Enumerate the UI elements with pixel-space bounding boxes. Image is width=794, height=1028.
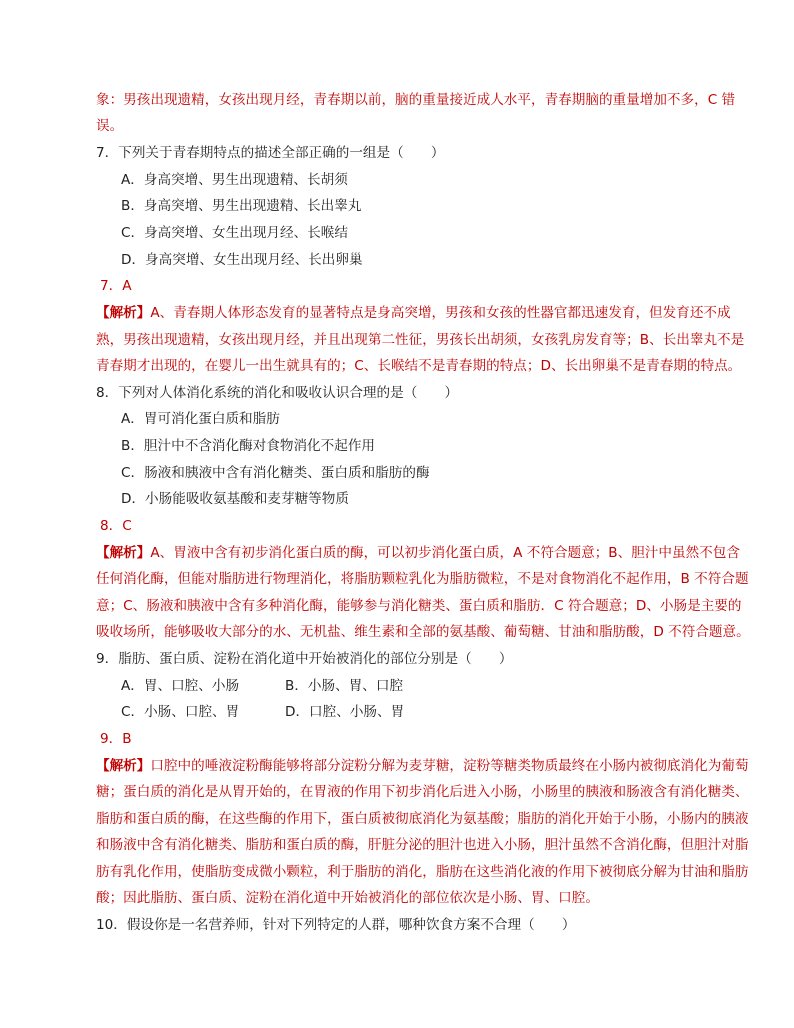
analysis-tag: 【解析】 — [96, 758, 151, 774]
question-8-option-a: A．胃可消化蛋白质和脂肪 — [121, 411, 280, 427]
question-7-option-a: A．身高突增、男生出现遗精、长胡须 — [121, 172, 348, 188]
question-7-answer: 7．A — [100, 278, 132, 294]
question-9-option-a: A．胃、口腔、小肠 — [121, 678, 240, 694]
continuation-line-1: 象：男孩出现遗精，女孩出现月经，青春期以前，脑的重量接近成人水平，青春期脑的重量增加不多，C 错 — [96, 92, 736, 108]
question-9-analysis-line-4: 和肠液中含有消化糖类、脂肪和蛋白质的酶，肝脏分泌的胆汁也进入小肠，胆汁虽然不含消化酶，但胆汁对脂 — [96, 837, 749, 853]
question-7-analysis-line-2: 熟，男孩出现遗精，女孩出现月经，并且出现第二性征，男孩长出胡须，女孩乳房发育等；B、长出睾丸不是 — [96, 332, 745, 348]
continuation-line-2: 误。 — [96, 118, 124, 134]
question-9-option-c: C．小肠、口腔、胃 — [121, 704, 240, 720]
analysis-tag: 【解析】 — [96, 545, 151, 561]
question-8-analysis-line-2: 任何消化酶，但能对脂肪进行物理消化，将脂肪颗粒乳化为脂肪微粒，不是对食物消化不起作用，B 不符合题 — [96, 571, 749, 587]
question-8-analysis-line-3: 意；C、肠液和胰液中含有多种消化酶，能够参与消化糖类、蛋白质和脂肪．C 符合题意；D、小肠是主要的 — [96, 598, 742, 614]
question-8-analysis-line-4: 吸收场所，能够吸收大部分的水、无机盐、维生素和全部的氨基酸、葡萄糖、甘油和脂肪酸，D 不符合题意。 — [96, 624, 750, 640]
question-9-analysis-line-2: 糖；蛋白质的消化是从胃开始的，在胃液的作用下初步消化后进入小肠，小肠里的胰液和肠液含有消化糖类、 — [96, 784, 749, 800]
question-10-stem: 10．假设你是一名营养师，针对下列特定的人群，哪种饮食方案不合理（ ） — [96, 917, 576, 933]
question-9-analysis-line-5: 肪有乳化作用，使脂肪变成微小颗粒，利于脂肪的消化，脂肪在这些消化液的作用下被彻底分解为甘油和脂肪 — [96, 864, 749, 880]
question-8-answer: 8．C — [100, 518, 132, 534]
question-7-option-b: B．身高突增、男生出现遗精、长出睾丸 — [121, 198, 362, 214]
question-9-stem: 9．脂肪、蛋白质、淀粉在消化道中开始被消化的部位分别是（ ） — [96, 651, 513, 667]
analysis-tag: 【解析】 — [96, 305, 151, 321]
question-7-stem: 7．下列关于青春期特点的描述全部正确的一组是（ ） — [96, 145, 445, 161]
question-9-option-b: B．小肠、胃、口腔 — [285, 678, 404, 694]
question-7-analysis-line-1: 【解析】A、青春期人体形态发育的显著特点是身高突增，男孩和女孩的性器官都迅速发育，但发育还不成 — [96, 305, 731, 321]
question-8-stem: 8．下列对人体消化系统的消化和吸收认识合理的是（ ） — [96, 385, 459, 401]
question-8-analysis-line-1: 【解析】A、胃液中含有初步消化蛋白质的酶，可以初步消化蛋白质，A 不符合题意；B、胆汁中虽然不包含 — [96, 545, 740, 561]
question-9-analysis-line-3: 脂肪和蛋白质的酶，在这些酶的作用下，蛋白质被彻底消化为氨基酸；脂肪的消化开始于小肠，小肠内的胰液 — [96, 811, 749, 827]
question-7-analysis-line-3: 青春期才出现的，在婴儿一出生就具有的；C、长喉结不是青春期的特点；D、长出卵巢不是青春期的特点。 — [96, 358, 742, 374]
question-9-answer: 9．B — [100, 731, 132, 747]
question-8-option-d: D．小肠能吸收氨基酸和麦芽糖等物质 — [121, 491, 349, 507]
question-7-option-d: D．身高突增、女生出现月经、长出卵巢 — [121, 252, 363, 268]
question-8-option-c: C．肠液和胰液中含有消化糖类、蛋白质和脂肪的酶 — [121, 465, 430, 481]
question-9-option-d: D．口腔、小肠、胃 — [285, 704, 405, 720]
question-7-option-c: C．身高突增、女生出现月经、长喉结 — [121, 225, 348, 241]
question-8-option-b: B．胆汁中不含消化酶对食物消化不起作用 — [121, 438, 376, 454]
question-9-analysis-line-6: 酸；因此脂肪、蛋白质、淀粉在消化道中开始被消化的部位依次是小肠、胃、口腔。 — [96, 890, 599, 906]
question-9-analysis-line-1: 【解析】口腔中的唾液淀粉酶能够将部分淀粉分解为麦芽糖，淀粉等糖类物质最终在小肠内被彻底消化为葡萄 — [96, 758, 749, 774]
